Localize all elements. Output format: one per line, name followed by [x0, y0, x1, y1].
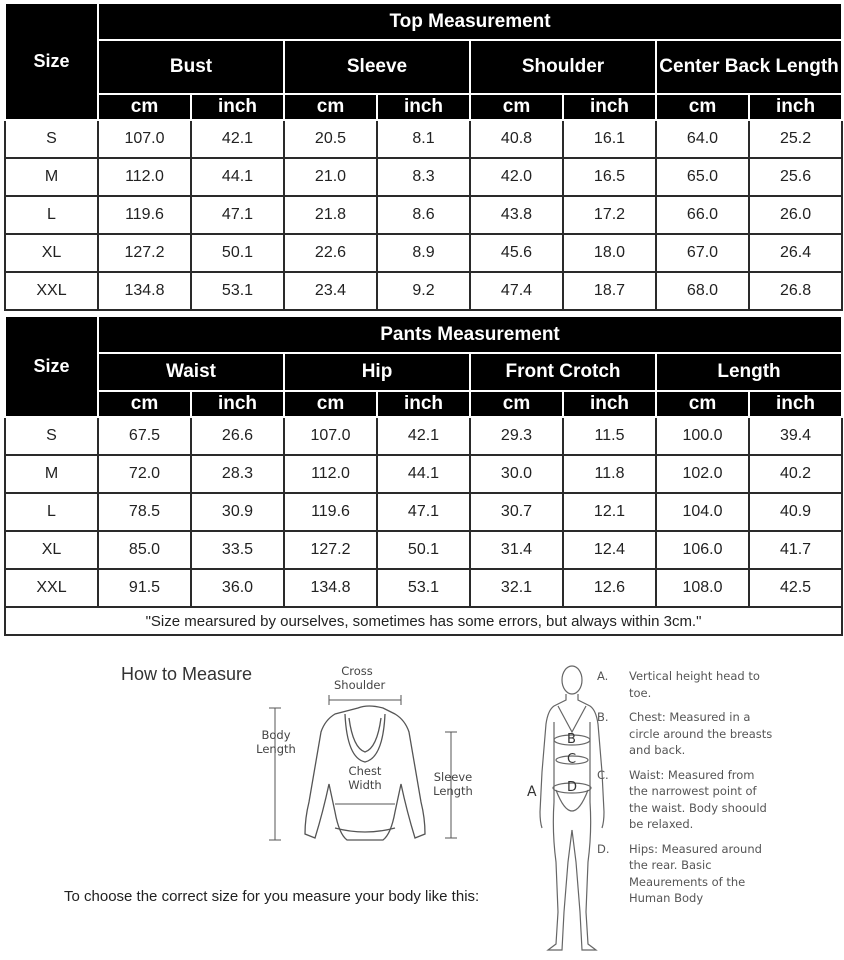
value-cell: 44.1: [377, 455, 470, 493]
value-cell: 32.1: [470, 569, 563, 607]
marker-c: C: [567, 752, 577, 767]
label-line: Chest: [348, 764, 382, 778]
unit-inch: inch: [377, 94, 470, 120]
value-cell: 50.1: [377, 531, 470, 569]
value-cell: 107.0: [284, 417, 377, 455]
value-cell: 39.4: [749, 417, 842, 455]
unit-inch: inch: [191, 94, 284, 120]
value-cell: 12.1: [563, 493, 656, 531]
unit-cm: cm: [98, 391, 191, 417]
value-cell: 42.1: [377, 417, 470, 455]
unit-inch: inch: [749, 94, 842, 120]
table-row: [5, 455, 842, 493]
value-cell: 26.0: [749, 196, 842, 234]
step-key: C.: [597, 767, 609, 782]
step-a: [597, 668, 773, 701]
label-line: Shoulder: [334, 678, 386, 692]
table-row: [5, 234, 842, 272]
label-line: Length: [256, 742, 296, 756]
value-cell: 134.8: [98, 272, 191, 310]
unit-inch: inch: [749, 391, 842, 417]
value-cell: 50.1: [191, 234, 284, 272]
value-cell: 30.7: [470, 493, 563, 531]
body-length-label: [254, 728, 298, 756]
value-cell: 8.9: [377, 234, 470, 272]
step-d: [597, 841, 773, 907]
measurement-note: "Size mearsured by ourselves, sometimes has some errors, but always within 3cm.": [5, 607, 842, 635]
step-c: [597, 767, 773, 833]
value-cell: 18.7: [563, 272, 656, 310]
shoulder-header: Shoulder: [470, 40, 656, 94]
value-cell: 30.9: [191, 493, 284, 531]
step-text: Hips: Measured around the rear. Basic Meaurements of the Human Body: [629, 841, 762, 905]
step-b: [597, 709, 773, 759]
value-cell: 11.8: [563, 455, 656, 493]
table-row: [5, 493, 842, 531]
value-cell: 17.2: [563, 196, 656, 234]
step-key: D.: [597, 841, 610, 856]
label-line: Length: [433, 784, 473, 798]
value-cell: 78.5: [98, 493, 191, 531]
waist-header: Waist: [98, 353, 284, 391]
unit-inch: inch: [191, 391, 284, 417]
value-cell: 8.1: [377, 120, 470, 158]
value-cell: 104.0: [656, 493, 749, 531]
unit-cm: cm: [470, 94, 563, 120]
how-to-measure-guide: [0, 648, 844, 960]
value-cell: 40.2: [749, 455, 842, 493]
value-cell: 12.4: [563, 531, 656, 569]
value-cell: 8.6: [377, 196, 470, 234]
value-cell: 106.0: [656, 531, 749, 569]
hip-header: Hip: [284, 353, 470, 391]
top-measurement-table: [4, 2, 843, 311]
value-cell: 53.1: [377, 569, 470, 607]
value-cell: 47.4: [470, 272, 563, 310]
size-header: Size: [5, 316, 98, 417]
unit-cm: cm: [470, 391, 563, 417]
value-cell: 26.8: [749, 272, 842, 310]
value-cell: 107.0: [98, 120, 191, 158]
value-cell: 42.1: [191, 120, 284, 158]
cross-shoulder-label: [334, 664, 386, 692]
size-cell: XXL: [5, 569, 98, 607]
value-cell: 11.5: [563, 417, 656, 455]
center-back-length-header: Center Back Length: [656, 40, 842, 94]
unit-inch: inch: [563, 94, 656, 120]
size-cell: L: [5, 493, 98, 531]
value-cell: 41.7: [749, 531, 842, 569]
table-row: [5, 531, 842, 569]
value-cell: 25.2: [749, 120, 842, 158]
value-cell: 25.6: [749, 158, 842, 196]
value-cell: 23.4: [284, 272, 377, 310]
step-key: A.: [597, 669, 609, 683]
value-cell: 85.0: [98, 531, 191, 569]
size-header: Size: [5, 3, 98, 120]
label-line: Width: [348, 778, 382, 792]
size-cell: M: [5, 158, 98, 196]
value-cell: 29.3: [470, 417, 563, 455]
value-cell: 64.0: [656, 120, 749, 158]
value-cell: 8.3: [377, 158, 470, 196]
value-cell: 26.4: [749, 234, 842, 272]
value-cell: 53.1: [191, 272, 284, 310]
value-cell: 42.5: [749, 569, 842, 607]
unit-cm: cm: [98, 94, 191, 120]
size-cell: XL: [5, 531, 98, 569]
value-cell: 112.0: [284, 455, 377, 493]
value-cell: 18.0: [563, 234, 656, 272]
value-cell: 67.5: [98, 417, 191, 455]
table-row: [5, 569, 842, 607]
unit-cm: cm: [656, 94, 749, 120]
label-line: Body: [261, 728, 291, 742]
pants-measurement-title: Pants Measurement: [98, 316, 842, 353]
chest-width-label: [342, 764, 388, 792]
value-cell: 45.6: [470, 234, 563, 272]
unit-cm: cm: [656, 391, 749, 417]
step-text: Chest: Measured in a circle around the breasts and back.: [629, 710, 773, 757]
size-cell: S: [5, 120, 98, 158]
table-row: [5, 158, 842, 196]
value-cell: 21.0: [284, 158, 377, 196]
value-cell: 47.1: [191, 196, 284, 234]
label-line: Sleeve: [433, 770, 473, 784]
value-cell: 66.0: [656, 196, 749, 234]
value-cell: 65.0: [656, 158, 749, 196]
value-cell: 43.8: [470, 196, 563, 234]
value-cell: 12.6: [563, 569, 656, 607]
value-cell: 108.0: [656, 569, 749, 607]
marker-a: A: [527, 784, 537, 800]
value-cell: 30.0: [470, 455, 563, 493]
table-row: [5, 272, 842, 310]
value-cell: 40.8: [470, 120, 563, 158]
value-cell: 31.4: [470, 531, 563, 569]
step-text: Vertical height head to toe.: [629, 669, 760, 700]
size-cell: L: [5, 196, 98, 234]
length-header: Length: [656, 353, 842, 391]
value-cell: 44.1: [191, 158, 284, 196]
table-row: [5, 120, 842, 158]
pants-measurement-table: [4, 315, 843, 636]
unit-inch: inch: [377, 391, 470, 417]
step-key: B.: [597, 710, 609, 724]
how-to-measure-title: How to Measure: [121, 664, 253, 684]
size-cell: XL: [5, 234, 98, 272]
size-cell: XXL: [5, 272, 98, 310]
value-cell: 67.0: [656, 234, 749, 272]
sleeve-header: Sleeve: [284, 40, 470, 94]
table-row: [5, 417, 842, 455]
front-crotch-header: Front Crotch: [470, 353, 656, 391]
value-cell: 21.8: [284, 196, 377, 234]
value-cell: 28.3: [191, 455, 284, 493]
value-cell: 36.0: [191, 569, 284, 607]
value-cell: 119.6: [284, 493, 377, 531]
value-cell: 112.0: [98, 158, 191, 196]
value-cell: 72.0: [98, 455, 191, 493]
value-cell: 127.2: [284, 531, 377, 569]
value-cell: 26.6: [191, 417, 284, 455]
value-cell: 42.0: [470, 158, 563, 196]
value-cell: 127.2: [98, 234, 191, 272]
value-cell: 102.0: [656, 455, 749, 493]
value-cell: 20.5: [284, 120, 377, 158]
size-cell: S: [5, 417, 98, 455]
unit-cm: cm: [284, 391, 377, 417]
table-row: [5, 196, 842, 234]
sleeve-length-label: [428, 770, 478, 798]
value-cell: 68.0: [656, 272, 749, 310]
top-measurement-title: Top Measurement: [98, 3, 842, 40]
value-cell: 16.5: [563, 158, 656, 196]
measurement-steps: [597, 668, 773, 915]
label-line: Cross: [341, 664, 373, 678]
value-cell: 33.5: [191, 531, 284, 569]
value-cell: 119.6: [98, 196, 191, 234]
unit-inch: inch: [563, 391, 656, 417]
size-cell: M: [5, 455, 98, 493]
marker-b: B: [567, 732, 576, 747]
bust-header: Bust: [98, 40, 284, 94]
step-text: Waist: Measured from the narrowest point of the waist. Body shoould be relaxed.: [629, 767, 767, 831]
shirt-diagram: [255, 662, 485, 862]
unit-cm: cm: [284, 94, 377, 120]
value-cell: 47.1: [377, 493, 470, 531]
value-cell: 91.5: [98, 569, 191, 607]
value-cell: 40.9: [749, 493, 842, 531]
marker-d: D: [567, 780, 578, 795]
value-cell: 134.8: [284, 569, 377, 607]
value-cell: 100.0: [656, 417, 749, 455]
value-cell: 22.6: [284, 234, 377, 272]
body-figure-diagram: [528, 662, 608, 958]
choose-size-instruction: To choose the correct size for you measure your body like this:: [64, 888, 480, 905]
value-cell: 16.1: [563, 120, 656, 158]
value-cell: 9.2: [377, 272, 470, 310]
